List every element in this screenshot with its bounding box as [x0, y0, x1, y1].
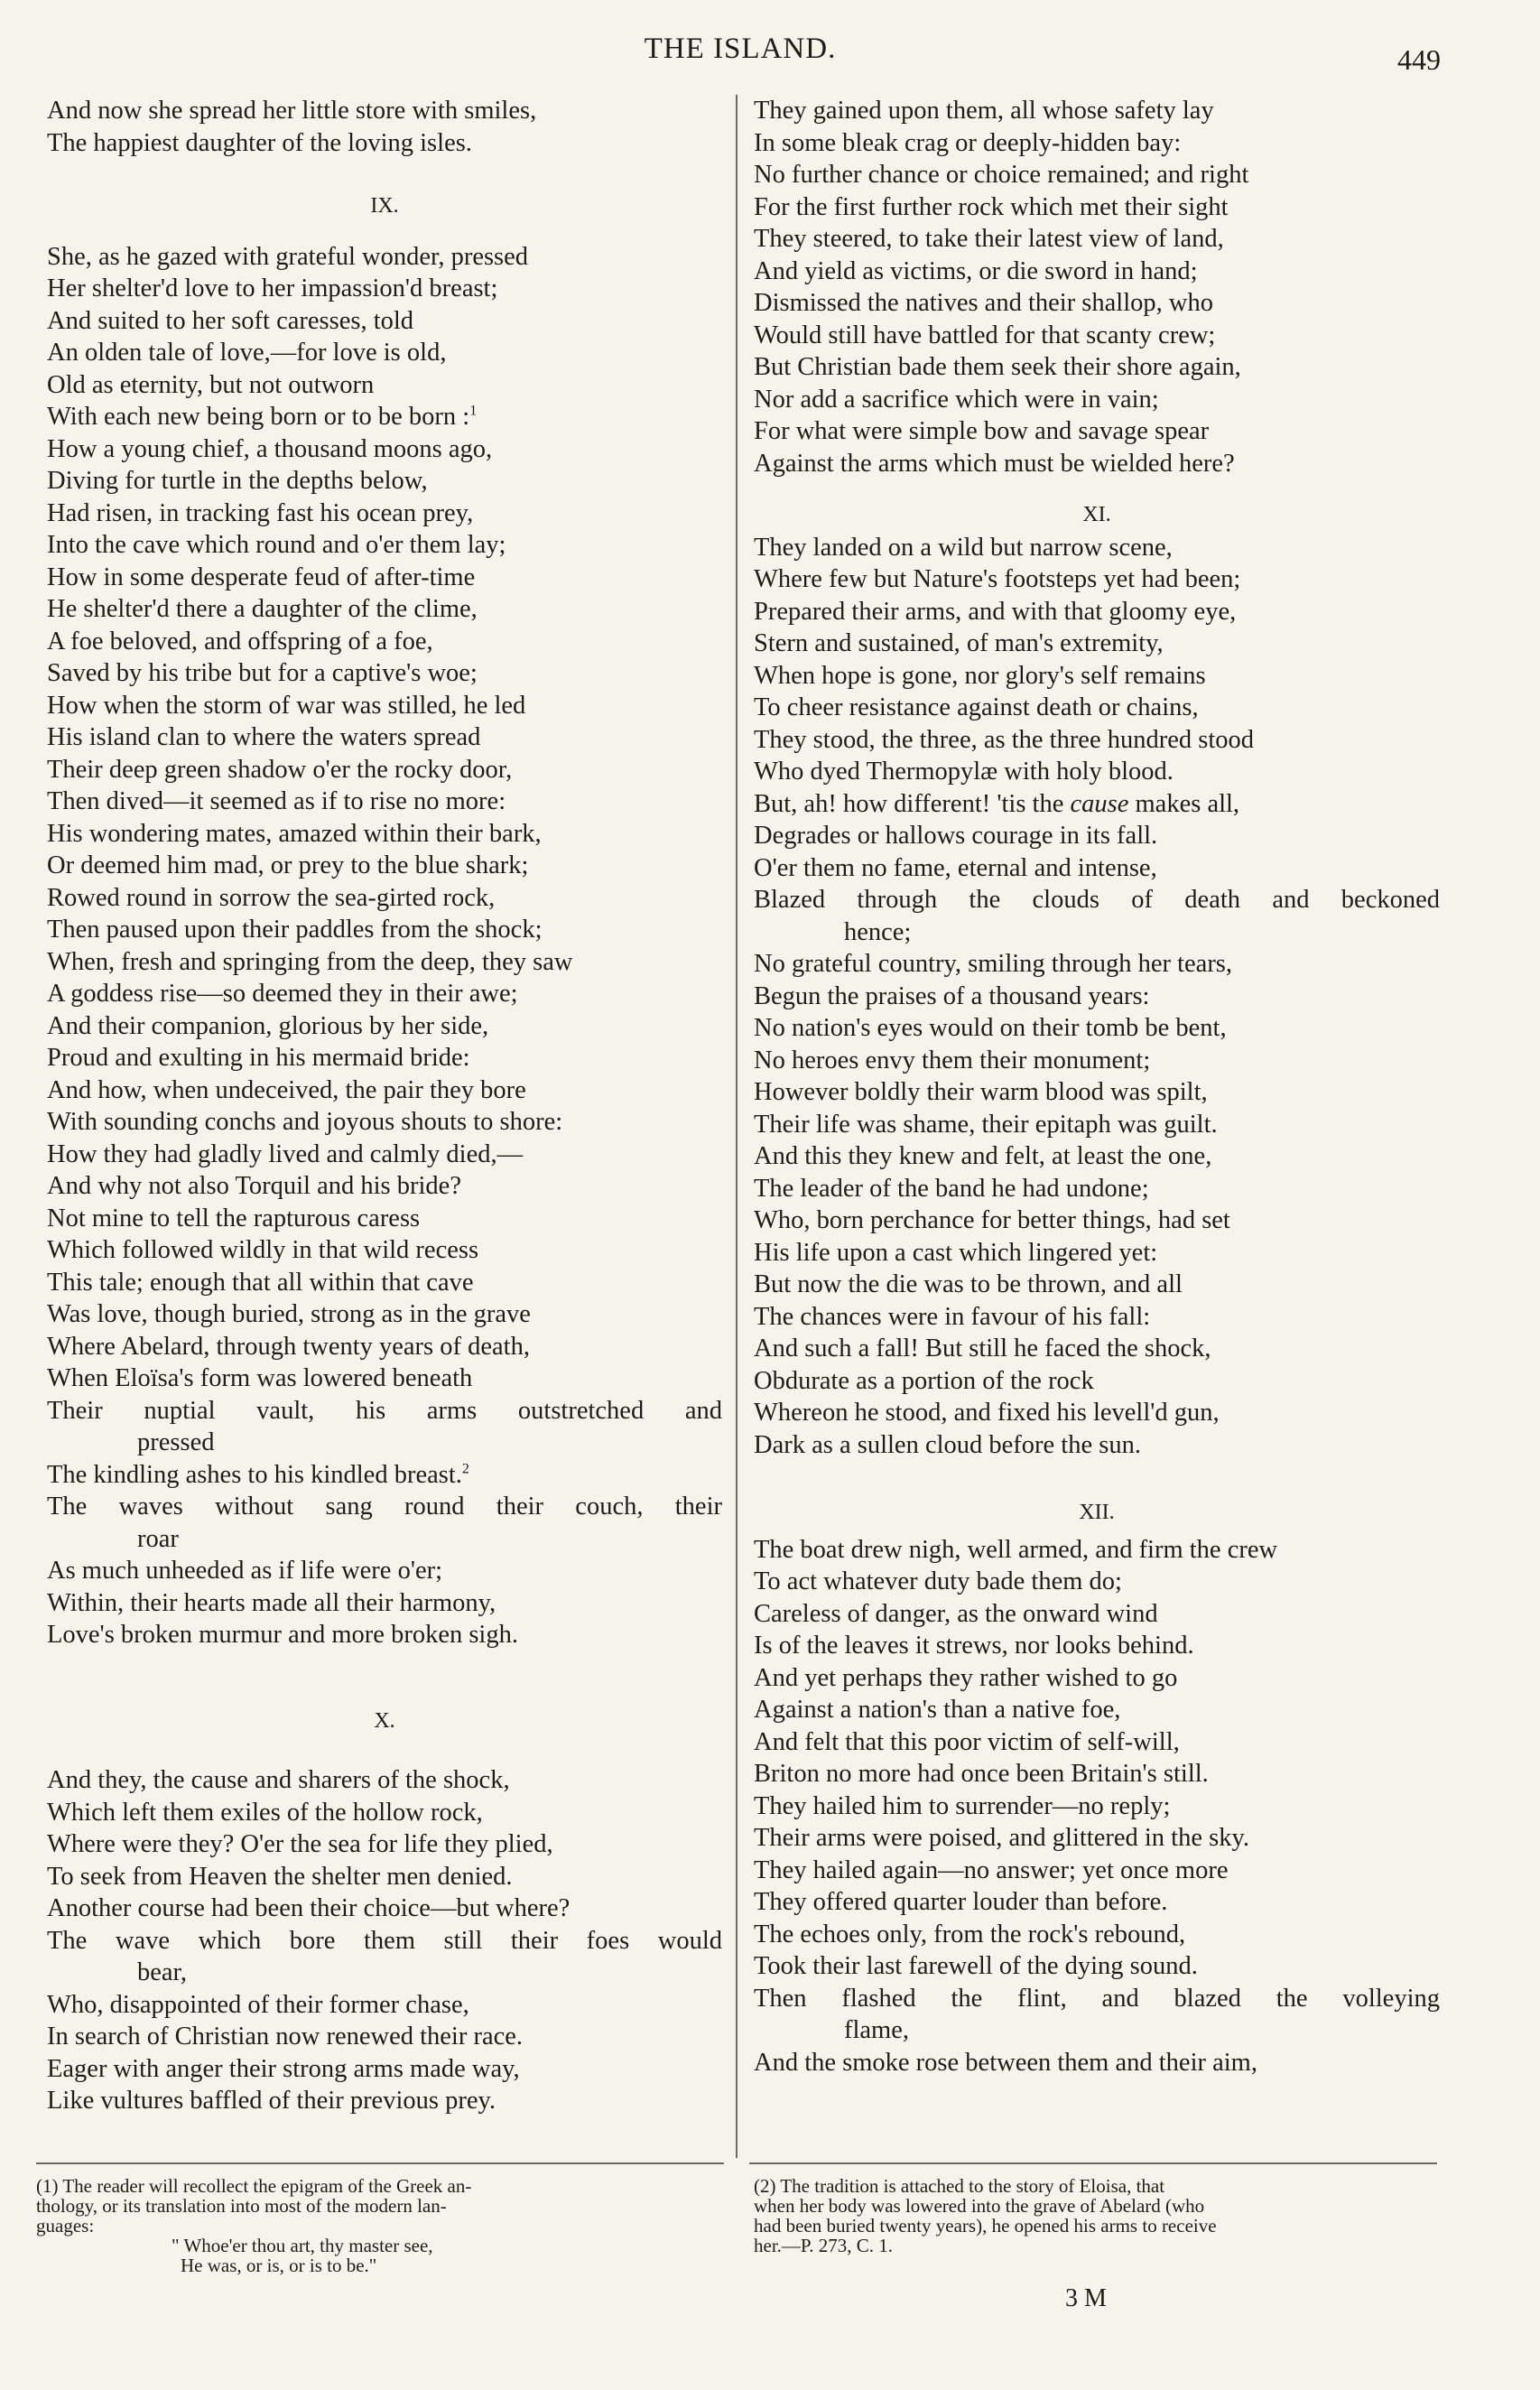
poem-line: And this they knew and felt, at least the one,: [754, 1142, 1212, 1170]
poem-line: And yet perhaps they rather wished to go: [754, 1663, 1178, 1692]
poem-line: To seek from Heaven the shelter men denied.: [47, 1862, 513, 1891]
poem-line: No nation's eyes would on their tomb be bent,: [754, 1014, 1227, 1042]
footnote-2: [754, 2176, 1440, 2255]
poem-line: When hope is gone, nor glory's self remains: [754, 661, 1206, 690]
poem-line: Their nuptial vault, his arms outstretched and: [47, 1396, 722, 1425]
poem-line: How in some desperate feud of after-time: [47, 563, 476, 591]
poem-line: His island clan to where the waters spread: [47, 723, 481, 751]
running-title: THE ISLAND.: [644, 33, 837, 65]
poem-line: They landed on a wild but narrow scene,: [754, 533, 1173, 562]
poem-line: Or deemed him mad, or prey to the blue shark;: [47, 851, 529, 879]
poem-line: With sounding conchs and joyous shouts to shore:: [47, 1108, 563, 1136]
poem-line: To cheer resistance against death or chains,: [754, 693, 1199, 721]
poem-line: An olden tale of love,—for love is old,: [47, 339, 447, 367]
poem-line: Rowed round in sorrow the sea-girted rock,: [47, 883, 496, 912]
poem-line: Their deep green shadow o'er the rocky door,: [47, 755, 513, 784]
footnote-1: [36, 2176, 722, 2275]
poem-line: The waves without sang round their couch, their: [47, 1493, 722, 1520]
poem-line: And suited to her soft caresses, told: [47, 306, 414, 335]
poem-line: He shelter'd there a daughter of the clime,: [47, 595, 478, 623]
poem-line: And why not also Torquil and his bride?: [47, 1172, 461, 1200]
footnote-line: her.—P. 273, C. 1.: [754, 2235, 894, 2256]
poem-line: However boldly their warm blood was spilt,: [754, 1078, 1208, 1106]
poem-line-text: But, ah! how different! 'tis the: [754, 789, 1064, 818]
poem-line-continuation: pressed: [137, 1428, 215, 1456]
poem-line: Begun the praises of a thousand years:: [754, 981, 1150, 1010]
poem-line-continuation: hence;: [844, 917, 912, 946]
poem-line: For the first further rock which met their sight: [754, 192, 1229, 221]
poem-line: Is of the leaves it strews, nor looks behind.: [754, 1632, 1194, 1660]
poem-line: Whereon he stood, and fixed his levell'd gun,: [754, 1399, 1220, 1427]
poem-line: Where few but Nature's footsteps yet had been;: [754, 565, 1241, 593]
footnote-mark-2: 2: [461, 1461, 469, 1476]
poem-line: Blazed through the clouds of death and beckoned: [754, 886, 1440, 914]
poem-line: And the smoke rose between them and their aim,: [754, 2048, 1257, 2077]
poem-line: Against a nation's than a native foe,: [754, 1696, 1121, 1724]
poem-line: And felt that this poor victim of self-will,: [754, 1727, 1180, 1756]
poem-line: Stern and sustained, of man's extremity,: [754, 629, 1164, 657]
stanza-number-x: X.: [374, 1708, 395, 1733]
poem-line: But now the die was to be thrown, and all: [754, 1270, 1183, 1298]
page-number: 449: [1397, 43, 1441, 76]
poem-line: For what were simple bow and savage spear: [754, 417, 1210, 445]
poem-line: [754, 788, 1440, 821]
poem-line: Took their last farewell of the dying sound.: [754, 1952, 1198, 1980]
poem-line: The echoes only, from the rock's rebound,: [754, 1920, 1186, 1948]
footnote-rule-right: [749, 2162, 1437, 2164]
poem-line: Proud and exulting in his mermaid bride:: [47, 1044, 470, 1072]
left-column: [47, 95, 722, 2117]
footnote-line: when her body was lowered into the grave of Abelard (who: [754, 2195, 1205, 2217]
poem-line: When Eloïsa's form was lowered beneath: [47, 1364, 473, 1392]
column-divider: [736, 95, 738, 2158]
poem-line: They gained upon them, all whose safety lay: [754, 97, 1214, 125]
right-column: [754, 95, 1440, 2078]
poem-line: The wave which bore them still their foes would: [47, 1926, 722, 1955]
stanza-number-ix: IX.: [370, 194, 399, 218]
poem-line: And they, the cause and sharers of the shock,: [47, 1766, 510, 1794]
poem-line: O'er them no fame, eternal and intense,: [754, 853, 1157, 882]
poem-line: Not mine to tell the rapturous caress: [47, 1204, 421, 1232]
poem-line: Which followed wildly in that wild recess: [47, 1236, 479, 1264]
poem-line: The leader of the band he had undone;: [754, 1174, 1149, 1203]
poem-line: Their life was shame, their epitaph was guilt.: [754, 1110, 1218, 1139]
poem-line: And how, when undeceived, the pair they bore: [47, 1075, 526, 1104]
page-header: [0, 25, 1540, 76]
poem-line: How they had gladly lived and calmly died,—: [47, 1139, 524, 1168]
poem-line: Who, disappointed of their former chase,: [47, 1990, 469, 2019]
poem-line: Briton no more had once been Britain's still.: [754, 1760, 1209, 1788]
footnote-line: thology, or its translation into most of the modern lan-: [36, 2195, 447, 2217]
poem-line: A goddess rise—so deemed they in their awe;: [47, 980, 518, 1008]
signature-mark: 3 M: [1065, 2284, 1107, 2312]
poem-line: Then flashed the flint, and blazed the volleying: [754, 1984, 1440, 2013]
footnote-line: (1) The reader will recollect the epigram of the Greek an-: [36, 2175, 472, 2197]
poem-line: The boat drew nigh, well armed, and firm the crew: [754, 1535, 1278, 1564]
footnote-mark-1: 1: [469, 403, 478, 419]
footnote-rule-left: [36, 2162, 724, 2164]
poem-line: His life upon a cast which lingered yet:: [754, 1238, 1158, 1267]
poem-line: They steered, to take their latest view of land,: [754, 225, 1224, 253]
poem-line: And their companion, glorious by her side,: [47, 1011, 489, 1040]
poem-line: Where Abelard, through twenty years of death,: [47, 1332, 530, 1361]
poem-line: This tale; enough that all within that cave: [47, 1268, 474, 1297]
poem-line: To act whatever duty bade them do;: [754, 1567, 1122, 1595]
poem-line-text: With each new being born or to be born :: [47, 403, 470, 431]
poem-line: As much unheeded as if life were o'er;: [47, 1557, 443, 1585]
footnote-line: had been buried twenty years), he opened his arms to receive: [754, 2215, 1217, 2237]
poem-line: Was love, though buried, strong as in the grave: [47, 1300, 531, 1328]
poem-line: His wondering mates, amazed within their bark,: [47, 819, 542, 848]
poem-line: How a young chief, a thousand moons ago,: [47, 434, 493, 463]
poem-line: The chances were in favour of his fall:: [754, 1302, 1151, 1331]
poem-line: Prepared their arms, and with that gloomy eye,: [754, 597, 1237, 626]
poem-line: And now she spread her little store with smiles,: [47, 97, 537, 125]
poem-line: Old as eternity, but not outworn: [47, 370, 375, 399]
poem-line: Dismissed the natives and their shallop, who: [754, 289, 1213, 317]
poem-line: When, fresh and springing from the deep, they saw: [47, 947, 573, 976]
poem-line: Their arms were poised, and glittered in the sky.: [754, 1824, 1249, 1852]
poem-line: They hailed again—no answer; yet once more: [754, 1855, 1229, 1884]
poem-line: Careless of danger, as the onward wind: [754, 1599, 1158, 1628]
poem-line: They hailed him to surrender—no reply;: [754, 1791, 1171, 1820]
stanza-number-xii: XII.: [1079, 1501, 1115, 1524]
poem-line: Would still have battled for that scanty crew;: [754, 321, 1216, 349]
poem-line: Who dyed Thermopylæ with holy blood.: [754, 758, 1174, 786]
poem-line: But Christian bade them seek their shore again,: [754, 353, 1241, 381]
poem-line: Nor add a sacrifice which were in vain;: [754, 385, 1159, 414]
poem-line: In some bleak crag or deeply-hidden bay:: [754, 128, 1182, 157]
stanza-number-xi: XI.: [1082, 503, 1111, 526]
poem-line: In search of Christian now renewed their race.: [47, 2023, 524, 2051]
footnote-line: guages:: [36, 2215, 95, 2237]
poem-line: A foe beloved, and offspring of a foe,: [47, 627, 433, 656]
poem-line: Another course had been their choice—but where?: [47, 1894, 571, 1922]
poem-line: Had risen, in tracking fast his ocean prey,: [47, 498, 474, 527]
poem-line: No heroes envy them their monument;: [754, 1046, 1151, 1074]
poem-line: They stood, the three, as the three hundred stood: [754, 725, 1255, 754]
poem-line: [47, 1459, 722, 1492]
poem-line: How when the storm of war was stilled, he led: [47, 691, 526, 720]
poem-line: No grateful country, smiling through her tears,: [754, 950, 1233, 978]
poem-line: And such a fall! But still he faced the shock,: [754, 1334, 1211, 1362]
poem-line: Saved by his tribe but for a captive's woe;: [47, 659, 478, 687]
poem-line: Which left them exiles of the hollow rock,: [47, 1798, 483, 1827]
poem-line: They offered quarter louder than before.: [754, 1888, 1168, 1916]
poem-line: Love's broken murmur and more broken sigh.: [47, 1621, 518, 1649]
poem-line: Degrades or hallows courage in its fall.: [754, 822, 1158, 850]
italic-cause: cause: [1070, 789, 1129, 818]
poem-line: Diving for turtle in the depths below,: [47, 467, 428, 495]
poem-line-text: The kindling ashes to his kindled breast.: [47, 1460, 462, 1489]
poem-line: She, as he gazed with grateful wonder, pressed: [47, 242, 529, 271]
poem-line: Her shelter'd love to her impassion'd breast;: [47, 274, 498, 302]
poem-line: Where were they? O'er the sea for life they plied,: [47, 1830, 553, 1858]
poem-line: And yield as victims, or die sword in hand;: [754, 256, 1198, 285]
poem-line-text: makes all,: [1135, 789, 1240, 818]
poem-line: Eager with anger their strong arms made way,: [47, 2054, 520, 2083]
footnote-quote-line: " Whoe'er thou art, thy master see,: [172, 2235, 433, 2256]
poem-line: Who, born perchance for better things, had set: [754, 1206, 1230, 1234]
poem-line: The happiest daughter of the loving isles.: [47, 128, 472, 157]
poem-line-continuation: bear,: [137, 1958, 188, 1986]
poem-line: Against the arms which must be wielded here?: [754, 449, 1235, 478]
poem-line: Within, their hearts made all their harmony,: [47, 1588, 496, 1617]
footnote-quote-line: He was, or is, or is to be.": [181, 2255, 377, 2276]
poem-line: Dark as a sullen cloud before the sun.: [754, 1430, 1141, 1459]
poem-line-continuation: roar: [137, 1524, 179, 1553]
poem-line-continuation: flame,: [844, 2016, 910, 2044]
poem-line: Obdurate as a portion of the rock: [754, 1366, 1094, 1395]
poem-line: Like vultures baffled of their previous prey.: [47, 2087, 496, 2115]
poem-line: Then paused upon their paddles from the shock;: [47, 916, 543, 944]
footnote-line: (2) The tradition is attached to the story of Eloisa, that: [754, 2175, 1165, 2197]
poem-line: [47, 401, 722, 433]
poem-line: Into the cave which round and o'er them lay;: [47, 531, 506, 559]
poem-line: Then dived—it seemed as if to rise no more:: [47, 787, 506, 815]
poem-line: No further chance or choice remained; and right: [754, 161, 1249, 189]
